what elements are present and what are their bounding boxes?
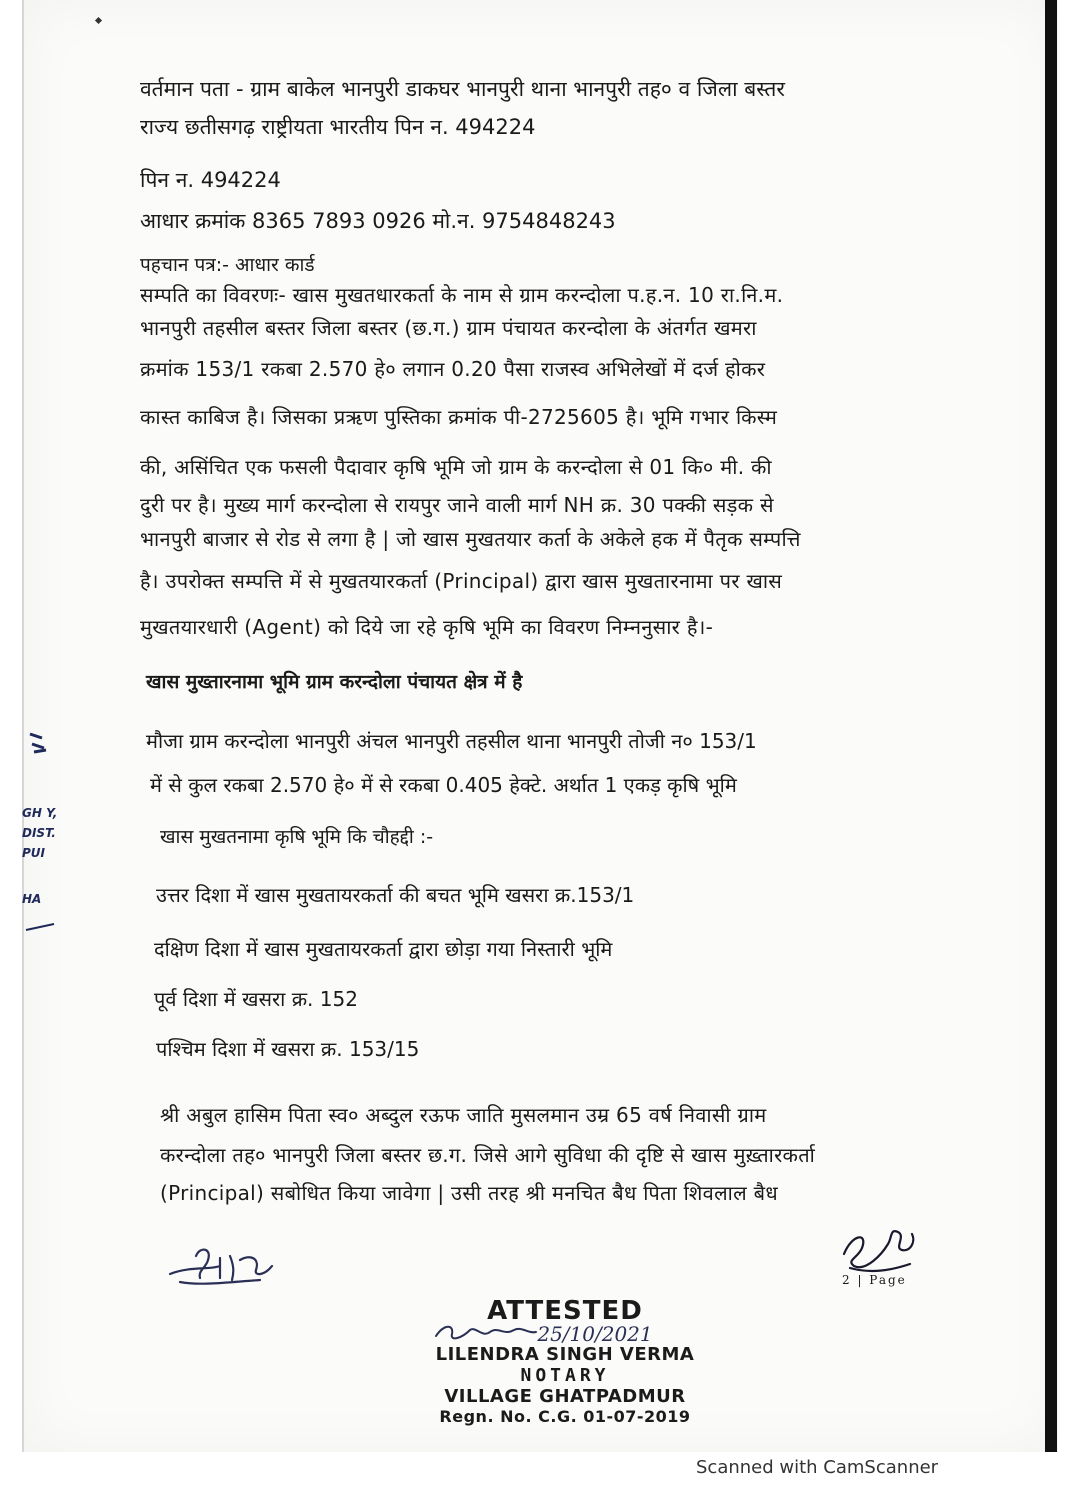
address-line-1: वर्तमान पता - ग्राम बाकेल भानपुरी डाकघर भानपुरी थाना भानपुरी तह० व जिला बस्तर — [140, 77, 785, 101]
stamp-name: LILENDRA SINGH VERMA — [435, 1344, 695, 1365]
stamp-attested: ATTESTED — [487, 1296, 643, 1326]
boundary-south: दक्षिण दिशा में खास मुखतायरकर्ता द्वारा छोड़ा गया निस्तारी भूमि — [154, 937, 613, 961]
property-line-1: सम्पति का विवरणः- खास मुखतधारकर्ता के नाम से ग्राम करन्दोला प.ह.न. 10 रा.नि.म. — [140, 283, 784, 307]
property-line-7: भानपुरी बाजार से रोड से लगा है | जो खास मुखतयार कर्ता के अकेले हक में पैतृक सम्पत्ति — [140, 527, 801, 551]
boundary-north: उत्तर दिशा में खास मुखतायरकर्ता की बचत भूमि खसरा क्र.153/1 — [156, 883, 635, 907]
mauja-line-2: में से कुल रकबा 2.570 हे० में से रकबा 0.405 हेक्टे. अर्थात 1 एकड़ कृषि भूमि — [150, 773, 737, 797]
property-line-3: क्रमांक 153/1 रकबा 2.570 हे० लगान 0.20 पैसा राजस्व अभिलेखों में दर्ज होकर — [140, 357, 766, 381]
page-number: 2 | Page — [842, 1273, 907, 1287]
principal-line-3: (Principal) सबोधित किया जावेगा | उसी तरह श्री मनचित बैध पिता शिवलाल बैध — [160, 1181, 778, 1205]
notary-signature — [432, 1320, 542, 1344]
pin-line: पिन न. 494224 — [140, 168, 281, 192]
aadhaar-mobile-line: आधार क्रमांक 8365 7893 0926 मो.न. 9754848243 — [140, 209, 616, 233]
stamp-date: 25/10/2021 — [537, 1322, 653, 1346]
boundary-east: पूर्व दिशा में खसरा क्र. 152 — [154, 987, 358, 1011]
property-line-9: मुखतयारधारी (Agent) को दिये जा रहे कृषि भूमि का विवरण निम्ननुसार है।- — [140, 615, 714, 639]
boundary-heading: खास मुखतनामा कृषि भूमि कि चौहद्दी :- — [160, 826, 434, 848]
margin-stamp-line-3: PUI — [22, 846, 46, 860]
margin-stamp-marks — [24, 720, 64, 940]
margin-stamp-line-2: DIST. — [22, 826, 56, 840]
margin-stamp-line-1: GH Y, — [22, 806, 58, 820]
stamp-regn: Regn. No. C.G. 01-07-2019 — [439, 1407, 691, 1426]
notary-stamp — [400, 1296, 730, 1426]
stamp-village: VILLAGE GHATPADMUR — [444, 1386, 686, 1407]
section-heading: खास मुख्तारनामा भूमि ग्राम करन्दोला पंचायत क्षेत्र में है — [146, 671, 523, 693]
address-line-2: राज्य छतीसगढ़ राष्ट्रीयता भारतीय पिन न. 494224 — [140, 115, 536, 139]
property-line-5: की, असिंचित एक फसली पैदावार कृषि भूमि जो ग्राम के करन्दोला से 01 कि० मी. की — [140, 455, 772, 479]
stamp-title: NOTARY — [520, 1365, 610, 1386]
principal-line-1: श्री अबुल हासिम पिता स्व० अब्दुल रऊफ जाति मुसलमान उम्र 65 वर्ष निवासी ग्राम — [160, 1103, 767, 1127]
property-line-8: है। उपरोक्त सम्पत्ति में से मुखतयारकर्ता (Principal) द्वारा खास मुखतारनामा पर खास — [140, 569, 783, 593]
property-line-4: कास्त काबिज है। जिसका प्रऋण पुस्तिका क्रमांक पी-2725605 है। भूमि गभार किस्म — [140, 405, 778, 429]
property-line-6: दुरी पर है। मुख्य मार्ग करन्दोला से रायपुर जाने वाली मार्ग NH क्र. 30 पक्की सड़क से — [140, 493, 774, 517]
boundary-west: पश्चिम दिशा में खसरा क्र. 153/15 — [156, 1037, 420, 1061]
id-proof-line: पहचान पत्र:- आधार कार्ड — [140, 254, 315, 276]
margin-stamp-line-4: HA — [22, 892, 42, 906]
property-line-2: भानपुरी तहसील बस्तर जिला बस्तर (छ.ग.) ग्राम पंचायत करन्दोला के अंतर्गत खमरा — [140, 316, 757, 340]
principal-line-2: करन्दोला तह० भानपुरी जिला बस्तर छ.ग. जिसे आगे सुविधा की दृष्टि से खास मुख़्तारकर्ता — [160, 1143, 816, 1167]
mauja-line-1: मौजा ग्राम करन्दोला भानपुरी अंचल भानपुरी तहसील थाना भानपुरी तोजी न० 153/1 — [146, 729, 757, 753]
scan-right-edge — [1045, 0, 1057, 1452]
principal-signature — [160, 1236, 290, 1296]
scan-left-margin — [0, 0, 22, 1452]
scanner-footer: Scanned with CamScanner — [696, 1457, 939, 1478]
